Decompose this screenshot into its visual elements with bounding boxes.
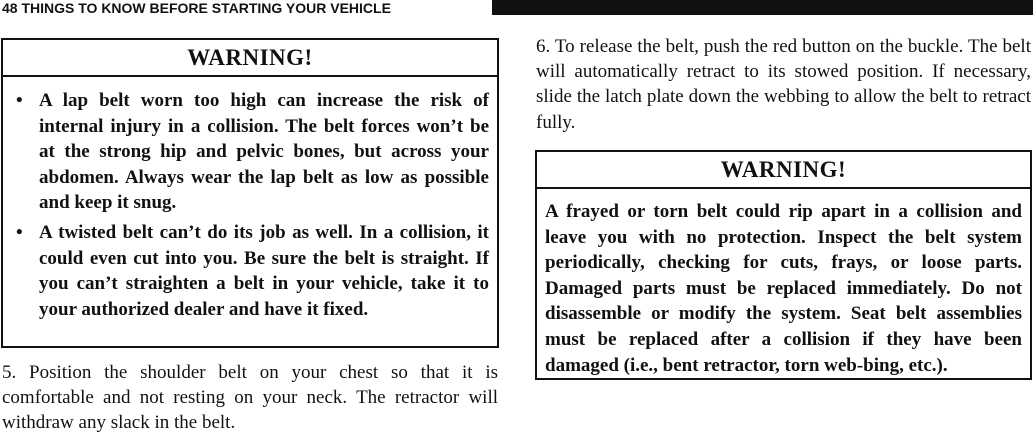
warning-bullet-item	[9, 220, 489, 322]
warning-bullet-list	[9, 88, 489, 322]
step-5-paragraph: 5. Position the shoulder belt on your chest so that it is comfortable and not resting on your neck. The retractor will withdraw any slack in the belt.	[2, 362, 498, 434]
header-black-bar	[492, 0, 1033, 15]
warning-box-frayed-belt	[535, 150, 1032, 380]
warning-bullet-item	[9, 88, 489, 216]
step-6-paragraph: 6. To release the belt, push the red button on the buckle. The belt will automatically retract to its stowed position. If necessary, slide the latch plate down the webbing to allow the belt to retract fully.	[536, 36, 1031, 133]
page-header-text: 48 THINGS TO KNOW BEFORE STARTING YOUR VEHICLE	[2, 0, 391, 16]
warning-box-title: WARNING!	[3, 40, 497, 77]
warning-box-title: WARNING!	[537, 152, 1030, 189]
page-header	[0, 0, 1033, 19]
warning-box-body: A frayed or torn belt could rip apart in a collision and leave you with no protection. Inspect the belt system periodically, checking for cuts, frays, or loose parts. Damaged parts must be replaced immediately. Do not disassemble or modify the system. Seat belt assemblies must be replaced after a collision if they have been damaged (i.e., bent retractor, torn web-bing, etc.).	[545, 201, 1022, 376]
warning-box-lap-belt	[1, 38, 499, 348]
bullet-icon: •	[16, 90, 23, 111]
bullet-icon: •	[16, 221, 23, 243]
warning-box-body	[3, 77, 497, 322]
warning-bullet-text: A lap belt worn too high can increase the risk of internal injury in a collision. The belt forces won’t be at the strong hip and pelvic bones, but across your abdomen. Always wear the lap belt as low as possible and keep it snug.	[39, 90, 489, 214]
warning-bullet-text: A twisted belt can’t do its job as well. In a collision, it could even cut into you. Be sure the belt is straight. If you can’t straighten a belt in your vehicle, take it to your authorized dealer and have it fixed.	[39, 221, 489, 320]
